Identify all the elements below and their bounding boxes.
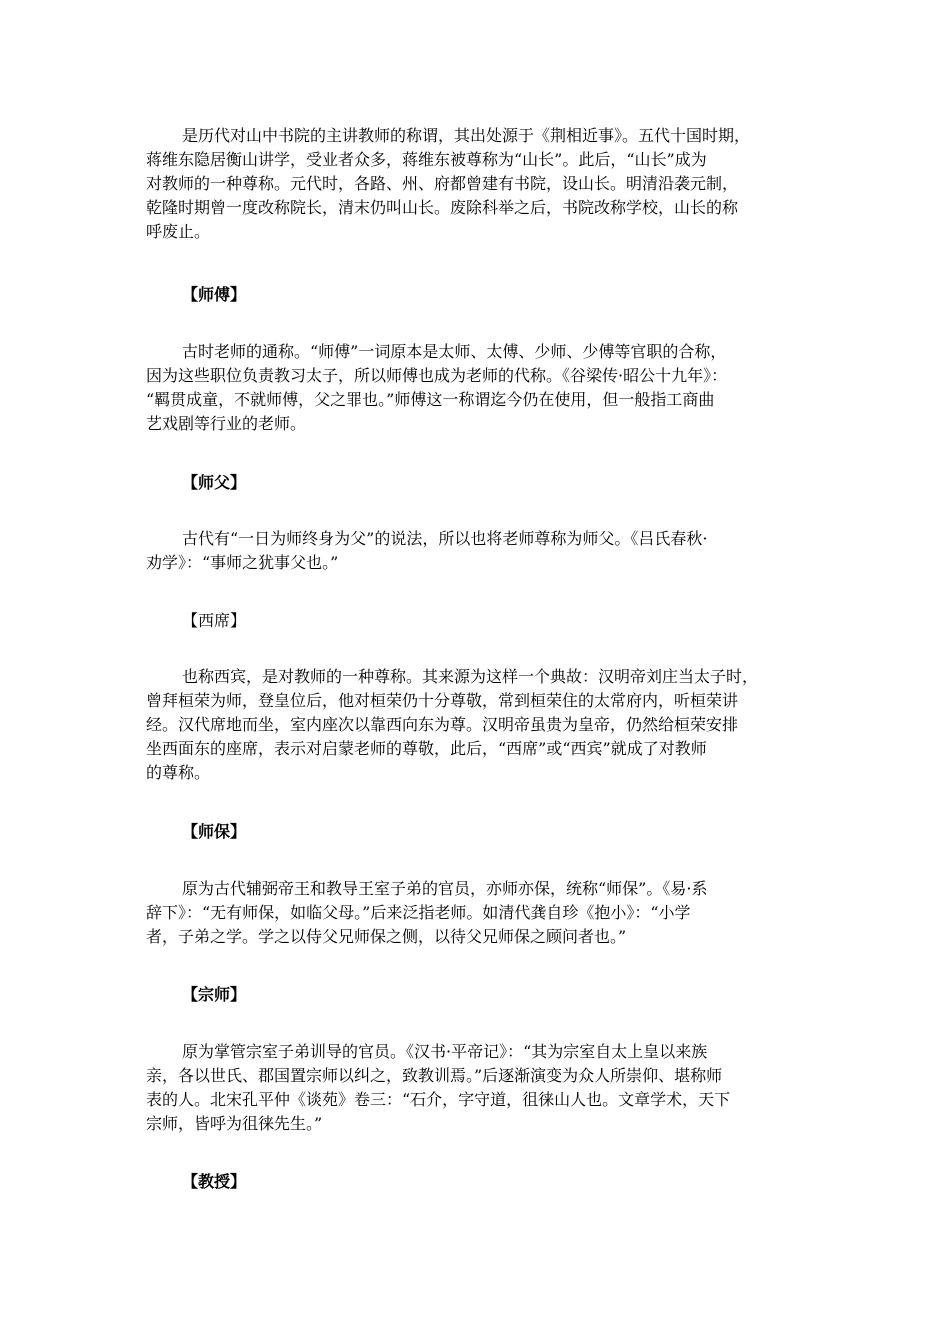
section-heading-zongshi: 【宗师】 bbox=[182, 985, 247, 1004]
text-line: 呼废止。 bbox=[146, 222, 211, 241]
section-heading-jiaoshou: 【教授】 bbox=[182, 1172, 247, 1191]
text-line: 是历代对山中书院的主讲教师的称谓，其出处源于《荆相近事》。五代十国时期， bbox=[182, 126, 751, 145]
text-line: 对教师的一种尊称。元代时，各路、州、府都曾建有书院，设山长。明清沿袭元制， bbox=[146, 174, 739, 193]
section-heading-shifu: 【师傅】 bbox=[182, 285, 247, 304]
text-line: 原为古代辅弼帝王和教导王室子弟的官员，亦师亦保，统称“师保”。《易·系 bbox=[182, 879, 708, 898]
text-line: 表的人。北宋孔平仲《谈苑》卷三：“石介，字守道，徂徕山人也。文章学术，天下 bbox=[146, 1090, 731, 1109]
text-line: “羁贯成童，不就师傅，父之罪也。”师傅这一称谓迄今仍在使用，但一般指工商曲 bbox=[146, 390, 715, 409]
text-line: 辞下》：“无有师保，如临父母。”后来泛指老师。如清代龚自珍《抱小》：“小学 bbox=[146, 903, 691, 922]
text-line: 经。汉代席地而坐，室内座次以靠西向东为尊。汉明帝虽贵为皇帝，仍然给桓荣安排 bbox=[146, 715, 739, 734]
section-heading-xixi: 【西席】 bbox=[182, 611, 247, 630]
text-line: 劝学》：“事师之犹事父也。” bbox=[146, 553, 339, 572]
text-line: 亲，各以世氏、郡国置宗师以纠之，致教训焉。”后逐渐演变为众人所崇仰、堪称师 bbox=[146, 1066, 723, 1085]
section-heading-shibao: 【师保】 bbox=[182, 822, 247, 841]
text-line: 的尊称。 bbox=[146, 763, 211, 782]
section-heading-shifu-father: 【师父】 bbox=[182, 473, 247, 492]
paragraph-shifu-father bbox=[146, 527, 806, 575]
text-line: 曾拜桓荣为师，登皇位后，他对桓荣仍十分尊敬，常到桓荣住的太常府内，听桓荣讲 bbox=[146, 691, 739, 710]
text-line: 古时老师的通称。“师傅”一词原本是太师、太傅、少师、少傅等官职的合称， bbox=[182, 342, 727, 361]
text-line: 者，子弟之学。学之以侍父兄师保之侧，以待父兄师保之顾问者也。” bbox=[146, 927, 627, 946]
paragraph-shanzhang bbox=[146, 124, 806, 244]
text-line: 原为掌管宗室子弟训导的官员。《汉书·平帝记》：“其为宗室自太上皇以来族 bbox=[182, 1042, 708, 1061]
text-line: 宗师，皆呼为徂徕先生。” bbox=[146, 1114, 323, 1133]
text-line: 坐西面东的座席，表示对启蒙老师的尊敬，此后，“西席”或“西宾”就成了对教师 bbox=[146, 739, 707, 758]
paragraph-xixi bbox=[146, 665, 806, 785]
paragraph-shifu bbox=[146, 340, 806, 436]
text-line: 蒋维东隐居衡山讲学，受业者众多，蒋维东被尊称为“山长”。此后，“山长”成为 bbox=[146, 150, 707, 169]
text-line: 乾隆时期曾一度改称院长，清末仍叫山长。废除科举之后，书院改称学校，山长的称 bbox=[146, 198, 739, 217]
paragraph-shibao bbox=[146, 877, 806, 949]
text-line: 艺戏剧等行业的老师。 bbox=[146, 414, 307, 433]
text-line: 古代有“一日为师终身为父”的说法，所以也将老师尊称为师父。《吕氏春秋· bbox=[182, 529, 708, 548]
paragraph-zongshi bbox=[146, 1040, 806, 1136]
text-line: 也称西宾，是对教师的一种尊称。其来源为这样一个典故：汉明帝刘庄当太子时， bbox=[182, 667, 759, 686]
text-line: 因为这些职位负责教习太子，所以师傅也成为老师的代称。《谷梁传·昭公十九年》： bbox=[146, 366, 728, 385]
